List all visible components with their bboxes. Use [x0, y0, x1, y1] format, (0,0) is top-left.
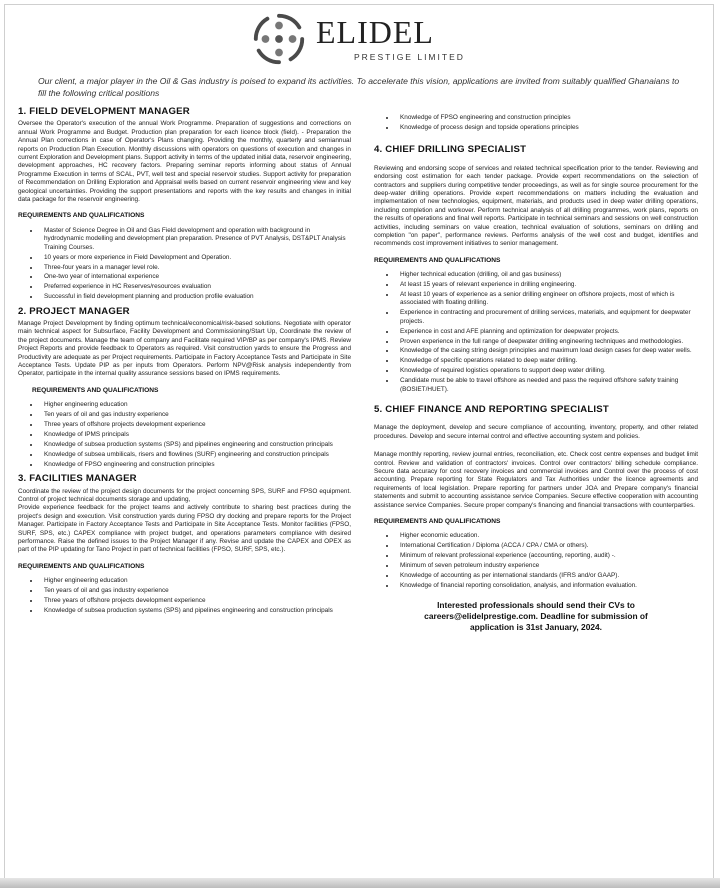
- section-title: 5. CHIEF FINANCE AND REPORTING SPECIALIST: [374, 403, 609, 415]
- list-item: • Knowledge of subsea umbilicals, risers and flowlines (SURF) engineering and construction principals: [40, 451, 351, 459]
- list-item: • Ten years of oil and gas industry experience: [40, 587, 351, 595]
- list-item: • Master of Science Degree in Oil and Gas Field development and operation with background in hydrodynamic modelling and development plan preparation. Presence of PVT Analysis, DST&PLT Analysis Training Courses.: [40, 227, 351, 252]
- section-paragraph: Provide experience feedback for the project teams and actively contribute to sharing best practices during the project's design and execution. Visit construction yards during FPSO dry docking and prepare reports for the Project Manager. Participate in Factory Acceptance Tests and Participate in Site Acceptance Tests. Monitor facilities (FPSO, SURF, SPS, etc.) CAPEX compliance with project budget, and operations parameters compliance with desired performance. Raise the defined issues to the Project Manager if any. Revise and update the CAPEX and OPEX as part of the PIP updating for Tano Project in part of technical facilities (FPSO, SURF, SPS, etc.).: [18, 504, 351, 554]
- list-item: • Knowledge of subsea production systems (SPS) and pipelines engineering and construction principals: [40, 607, 351, 615]
- requirements-list: [374, 271, 698, 394]
- brand-subtitle: PRESTIGE LIMITED: [354, 52, 465, 62]
- list-item: • Knowledge of the casing string design principles and maximum load design cases for deep water wells.: [396, 347, 698, 355]
- list-item: • Three years of offshore projects development experience: [40, 597, 351, 605]
- requirements-list: [374, 532, 698, 590]
- requirements-heading: REQUIREMENTS AND QUALIFICATIONS: [374, 256, 501, 264]
- list-item: • Proven experience in the full range of deepwater drilling engineering techniques and methodologies.: [396, 338, 698, 346]
- closing-statement: [374, 600, 698, 633]
- section-field-development-manager: [18, 108, 351, 302]
- list-item: • Knowledge of FPSO engineering and construction principles: [396, 114, 698, 122]
- list-item: • International Certification / Diploma (ACCA / CPA / CMA or others).: [396, 542, 698, 550]
- section-title: 3. FACILITIES MANAGER: [18, 473, 137, 485]
- list-item: • Knowledge of required logistics operations to support deep water drilling.: [396, 367, 698, 375]
- list-item: • Knowledge of IPMS principals: [40, 431, 351, 439]
- list-item: • Knowledge of FPSO engineering and construction principles: [40, 461, 351, 469]
- section-title: 4. CHIEF DRILLING SPECIALIST: [374, 144, 527, 156]
- list-item: • 10 years or more experience in Field Development and Operation.: [40, 254, 351, 262]
- requirements-list: [18, 401, 351, 469]
- right-column: [374, 114, 698, 633]
- list-item: • Higher engineering education: [40, 401, 351, 409]
- list-item: • Three-four years in a manager level role.: [40, 264, 351, 272]
- list-item: • Minimum of seven petroleum industry experience: [396, 562, 698, 570]
- closing-line: careers@elidelprestige.com. Deadline for submission of: [424, 611, 648, 622]
- list-item: • Minimum of relevant professional experience (accounting, reporting, audit) -.: [396, 552, 698, 560]
- closing-line: application is 31st January, 2024.: [469, 622, 603, 633]
- list-item: • Knowledge of process design and topside operations principles: [396, 124, 698, 132]
- list-item: • Higher technical education (drilling, oil and gas business): [396, 271, 698, 279]
- list-item: • Knowledge of financial reporting consolidation, analysis, and information evaluation.: [396, 582, 698, 590]
- brand-name: ELIDEL: [316, 14, 434, 50]
- list-item: • At least 10 years of experience as a senior drilling engineer on offshore projects, most of which is associated with floating drilling.: [396, 291, 698, 308]
- requirements-heading: REQUIREMENTS AND QUALIFICATIONS: [18, 212, 145, 220]
- section-chief-finance-and-reporting-specialist: [374, 403, 698, 590]
- list-item: • One-two year of international experience: [40, 273, 351, 281]
- section-paragraph: Coordinate the review of the project design documents for the project concerning SPS, SURF and FPSO equipment. Control of project technical documents storage and updating,: [18, 487, 351, 503]
- section-paragraph: Reviewing and endorsing scope of services and related technical specification prior to the tender. Reviewing and endorsing cost estimation for each tender package. Provide expert recommendations on the selection of contractors and suppliers during competitive tender proceedings, as well as for single source procurement for the deep-water drilling operations. Provide expert recommendations on matters including the evaluation and implementation of new technologies, equipment, materials, and products used in deep water drilling operations, including completion and workover. Perform technical analysis of all drilling programmes, work plans, reports on the results of operations and final well reports. Participate in technical seminars and sessions on well construction activities, including seminars on value creation, technical evaluation of solutions, seminars on drilling and completion "on paper", performance reviews. Performs analysis of the well cost and budget, identifies and recommends cost improvement initiatives to senior management.: [374, 164, 698, 248]
- section-paragraph: Oversee the Operator's execution of the annual Work Programme. Preparation of suggestions and corrections on annual Work Programme and Budget. Production plan preparation for each licence block (field). - Preparation the Annual Plan corrections in case of Operator's Plans changing. Providing the monthly, quarterly and semiannual reports on Production Plan Execution. Monthly discussions with operators on questions of execution and changes in current Exploration and Development plans. Support activity in terms of the updated initial data, reservoir engineering, development approaches, HC recovery factors. Preparing seminar reports informing about status of Annual Programme Execution in terms of SCAL, PVT, well test and special reservoir studies. Support activity for preparation of Recommendation on Drilling Exploration and Appraisal wells based on current reservoir engineering view and key geological uncertainties. Providing the support presentations and reports with the key results and changes in initial data package for the reservoir engineering.: [18, 120, 351, 204]
- section-paragraph: Manage the deployment, develop and secure compliance of accounting, inventory, property, and other related procedures. Develop and secure internal control and effective accounting system and policies.: [374, 424, 698, 440]
- section-project-manager: [18, 305, 351, 470]
- list-item: • At least 15 years of relevant experience in drilling engineering.: [396, 281, 698, 289]
- list-item: • Knowledge of accounting as per international standards (IFRS and/or GAAP).: [396, 572, 698, 580]
- list-item: • Candidate must be able to travel offshore as needed and pass the required offshore safety training (BOSIET/HUET).: [396, 377, 698, 394]
- requirements-heading: REQUIREMENTS AND QUALIFICATIONS: [18, 562, 145, 570]
- list-item: • Knowledge of subsea production systems (SPS) and pipelines engineering and construction principals: [40, 441, 351, 449]
- intro-text: Our client, a major player in the Oil & Gas industry is poised to expand its activities. To accelerate this vision, applications are invited from suitably qualified Ghanaians to fill the following critical positions: [38, 76, 680, 98]
- page-bottom-shadow: [0, 878, 720, 888]
- company-logo: [250, 10, 470, 72]
- section-title: 2. PROJECT MANAGER: [18, 305, 130, 317]
- list-item: • Experience in contracting and procurement of drilling services, materials, and equipment for deepwater projects.: [396, 309, 698, 326]
- requirements-list: [18, 577, 351, 615]
- elidel-logo-icon: [250, 10, 308, 68]
- list-item: • Higher engineering education: [40, 577, 351, 585]
- section-facilities-manager: [18, 475, 351, 615]
- requirements-list: [18, 227, 351, 302]
- left-column: [18, 108, 351, 621]
- list-item: • Higher economic education.: [396, 532, 698, 540]
- list-item: • Knowledge of specific operations related to deep water drilling.: [396, 357, 698, 365]
- list-item: • Ten years of oil and gas industry experience: [40, 411, 351, 419]
- requirements-list-continued: [374, 114, 698, 132]
- requirements-heading: REQUIREMENTS AND QUALIFICATIONS: [374, 518, 501, 526]
- list-item: • Experience in cost and AFE planning and optimization for deepwater projects.: [396, 328, 698, 336]
- section-title: 1. FIELD DEVELOPMENT MANAGER: [18, 106, 190, 117]
- closing-line: Interested professionals should send their CVs to: [437, 600, 635, 611]
- list-item: • Preferred experience in HC Reserves/resources evaluation: [40, 283, 351, 291]
- section-chief-drilling-specialist: [374, 146, 698, 394]
- list-item: • Three years of offshore projects development experience: [40, 421, 351, 429]
- list-item: • Successful in field development planning and production profile evaluation: [40, 293, 351, 301]
- section-paragraph: Manage Project Development by finding optimum technical/economical/risk-based solutions. Negotiate with operator main technical aspect for Subsurface, Facility Development and Commissioning/Start Up, Coordinate the review of the project documents. Manage the team of company and Facilitate required VIP/BP as per company's IPMS. Review Project Reports and provide feedback to Operators as required. Visit construction yards to ensure the Progress and Productivity are adequate as per Project requirements. Participate in Factory Acceptance Tests and Participate in Site Acceptance Tests. Update PIP as per inputs from Operators. Perform NPV@Risk analysis independently from Operator, participate in the internal quality assurance sessions based on IPMS requirements.: [18, 320, 351, 378]
- section-paragraph: Manage monthly reporting, review journal entries, reconciliation, etc. Check cost centre expenses and budget limit control. Review and validation of contractors' invoices. Control over contractors' billing schedule compliance. Secure data accuracy for cost recovery invoices and commercial invoices and Control over the process of cost accounting. Prepare reporting for State Regulators and Tax Authorities under the licence agreements and requirements of local legislation. Prepare reporting for partners under JOA and Prepare company's financial statements and submit to accounting assistance service Companies. Secure effective cooperation with accounting assistance service Companies. Secure proper company's financing and financial transactions with counterparties.: [374, 451, 698, 509]
- requirements-heading: REQUIREMENTS AND QUALIFICATIONS: [32, 386, 159, 394]
